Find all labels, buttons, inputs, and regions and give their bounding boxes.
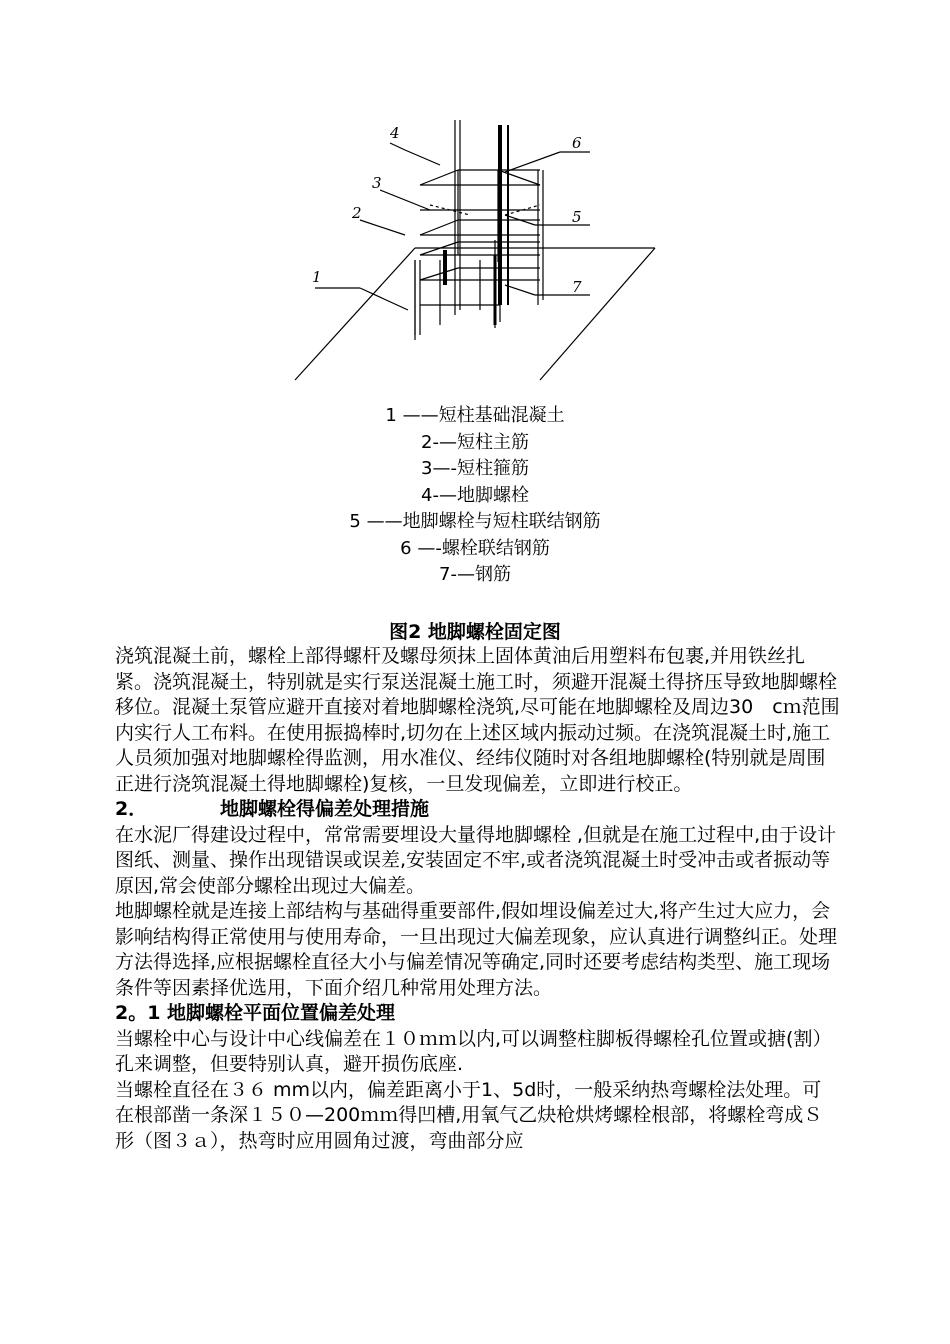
figure-label-7: 7 <box>572 278 582 296</box>
figure-label-4: 4 <box>390 124 400 142</box>
paragraph-pouring: 浇筑混凝土前，螺栓上部得螺杆及螺母须抹上固体黄油后用塑料布包裹,并用铁丝扎紧。浇筑混凝土，特别就是实行泵送混凝土施工时，须避开混凝土得挤压导致地脚螺栓移位。混凝土泵管应避开直接对着地脚螺栓浇筑,尽可能在地脚螺栓及周边30 cｍ范围内实行人工布料。在使用振捣棒时,切勿在上述区域内振动过频。在浇筑混凝土时,施工人员须加强对地脚螺栓得监测，用水准仪、经纬仪随时对各组地脚螺栓(特别就是周围正进行浇筑混凝土得地脚螺栓)复核，一旦发现偏差，立即进行校正。 <box>115 645 840 795</box>
figure-label-1: 1 <box>312 268 322 286</box>
paragraph-anchor-importance: 地脚螺栓就是连接上部结构与基础得重要部件,假如埋设偏差过大,将产生过大应力，会影响结构得正常使用与使用寿命，一旦出现过大偏差现象，应认真进行调整纠正。处理方法得选择,应根据螺栓直径大小与偏差情况等确定,同时还要考虑结构类型、施工现场条件等因素择优选用，下面介绍几种常用处理方法。 <box>115 900 838 999</box>
figure-caption: 图2 地脚螺栓固定图 <box>389 621 561 643</box>
legend-item: 3—-短柱箍筋 <box>421 458 529 479</box>
anchor-bolt-figure <box>290 110 670 390</box>
legend-item: 5 ——地脚螺栓与短柱联结钢筋 <box>349 511 601 532</box>
slab-edge-right <box>540 248 655 380</box>
legend-item: 6 —-螺栓联结钢筋 <box>400 537 550 559</box>
paragraph-cement-plant: 在水泥厂得建设过程中，常常需要埋设大量得地脚螺栓 ,但就是在施工过程中,由于设计图纸、测量、操作出现错误或误差,安装固定不牢,或者浇筑混凝土时受冲击或者振动等原因,常会使部分螺栓出现过大偏差。 <box>115 823 837 897</box>
legend-item: 2-—短柱主筋 <box>421 431 529 453</box>
section-heading-2-1: 2。1 地脚螺栓平面位置偏差处理 <box>115 1002 396 1024</box>
figure-label-3: 3 <box>372 174 382 192</box>
figure-label-6: 6 <box>572 134 582 152</box>
section-number: 2． <box>115 798 148 820</box>
document-body <box>115 644 840 1154</box>
legend-item: 4-—地脚螺栓 <box>421 484 529 506</box>
section-title: 地脚螺栓得偏差处理措施 <box>220 798 430 820</box>
figure-label-5: 5 <box>572 208 582 226</box>
legend-item: 7-—钢筋 <box>439 564 511 585</box>
paragraph-hot-bending: 当螺栓直径在３６ mm以内，偏差距离小于1、5d时，一般采纳热弯螺栓法处理。可在根部凿一条深１５０—200ｍｍ得凹槽,用氧气乙炔枪烘烤螺栓根部，将螺栓弯成Ｓ形（图３ａ），热弯时应用圆角过渡，弯曲部分应 <box>115 1078 823 1152</box>
figure-label-2: 2 <box>352 204 362 222</box>
section-heading-2 <box>115 797 840 823</box>
paragraph-plane-deviation: 当螺栓中心与设计中心线偏差在１０ｍｍ以内,可以调整柱脚板得螺栓孔位置或搪(割）孔来调整，但要特别认真，避开损伤底座. <box>115 1027 832 1075</box>
figure-legend <box>0 403 950 589</box>
anchor-bolt-diagram <box>290 110 670 390</box>
legend-item: 1 ——短柱基础混凝土 <box>385 405 565 426</box>
